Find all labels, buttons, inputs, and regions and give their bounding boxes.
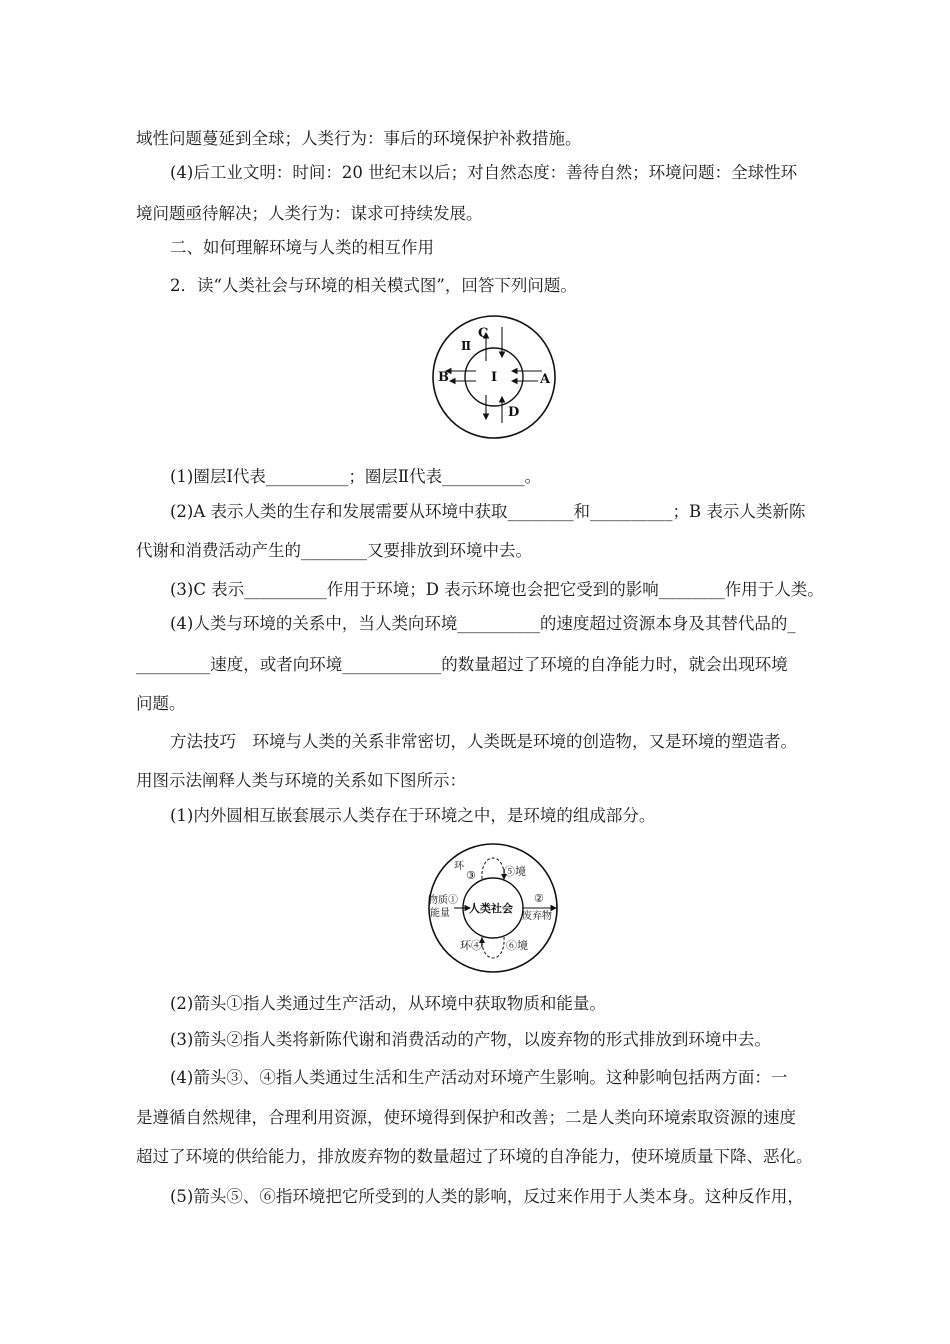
text-line: (4)后工业文明：时间：20 世纪末以后；对自然态度：善待自然；环境问题：全球性环 (170, 163, 798, 182)
fig2-circ2: ② (534, 892, 544, 905)
question-stem: 2．读“人类社会与环境的相关模式图”，回答下列问题。 (170, 276, 577, 295)
method-tip: 方法技巧 环境与人类的关系非常密切，人类既是环境的创造物，又是环境的塑造者。 (170, 732, 797, 751)
question-3: (3)C 表示__________作用于环境；D 表示环境也会把它受到的影响________作用于人类。 (170, 580, 824, 599)
fig1-label-c: C (478, 326, 489, 341)
question-4-cont: 问题。 (136, 694, 186, 713)
fig2-bottom-left: 环④ (460, 939, 482, 952)
text-line: 域性问题蔓延到全球；人类行为：事后的环境保护补救措施。 (136, 129, 582, 148)
question-2-cont: 代谢和消费活动产生的________又要排放到环境中去。 (136, 541, 532, 560)
fig2-material: 物质① (428, 895, 458, 906)
fig2-energy: 能量 (430, 908, 450, 919)
fig1-label-d: D (508, 405, 520, 420)
fig1-label-i: I (491, 370, 498, 385)
explain-3: (3)箭头②指人类将新陈代谢和消费活动的产物，以废弃物的形式排放到环境中去。 (170, 1030, 771, 1049)
explain-2: (2)箭头①指人类通过生产活动，从环境中获取物质和能量。 (170, 994, 606, 1013)
explain-5: (5)箭头⑤、⑥指环境把它所受到的人类的影响，反过来作用于人类本身。这种反作用， (170, 1187, 804, 1206)
explain-4: (4)箭头③、④指人类通过生活和生产活动对环境产生影响。这种影响包括两方面：一 (170, 1068, 788, 1087)
fig1-label-ii: Ⅱ (461, 339, 472, 353)
fig2-circ6-env: ⑥境 (506, 939, 528, 952)
fig2-center: 人类社会 (469, 902, 513, 915)
text-line: 境问题亟待解决；人类行为：谋求可持续发展。 (136, 204, 483, 223)
explain-1: (1)内外圆相互嵌套展示人类存在于环境之中，是环境的组成部分。 (170, 806, 656, 825)
section-heading: 二、如何理解环境与人类的相互作用 (170, 238, 434, 257)
question-4: (4)人类与环境的关系中，当人类向环境__________的速度超过资源本身及其替代品的_ (170, 614, 796, 633)
fig2-top-left: 环 (454, 861, 464, 872)
question-2: (2)A 表示人类的生存和发展需要从环境中获取________和__________；B 表示人类新陈 (170, 502, 806, 521)
fig2-circ5-env: ⑤境 (504, 865, 526, 878)
fig1-label-a: A (540, 372, 551, 387)
question-4-cont: _________速度，或者向环境____________的数量超过了环境的自净能力时，就会出现环境 (136, 655, 788, 674)
figure-human-society-environment (422, 841, 564, 975)
fig2-circ3: ③ (466, 869, 476, 882)
figure-human-environment-model (428, 313, 560, 441)
fig2-waste: 废弃物 (522, 911, 552, 922)
fig1-label-b: B (438, 370, 449, 385)
method-tip-cont: 用图示法阐释人类与环境的关系如下图所示： (136, 771, 466, 790)
question-1: (1)圈层Ⅰ代表__________；圈层Ⅱ代表__________。 (170, 467, 542, 486)
explain-4-cont: 超过了环境的供给能力，排放废弃物的数量超过了环境的自净能力，使环境质量下降、恶化。 (136, 1147, 813, 1166)
explain-4-cont: 是遵循自然规律，合理利用资源，使环境得到保护和改善；二是人类向环境索取资源的速度 (136, 1108, 796, 1127)
